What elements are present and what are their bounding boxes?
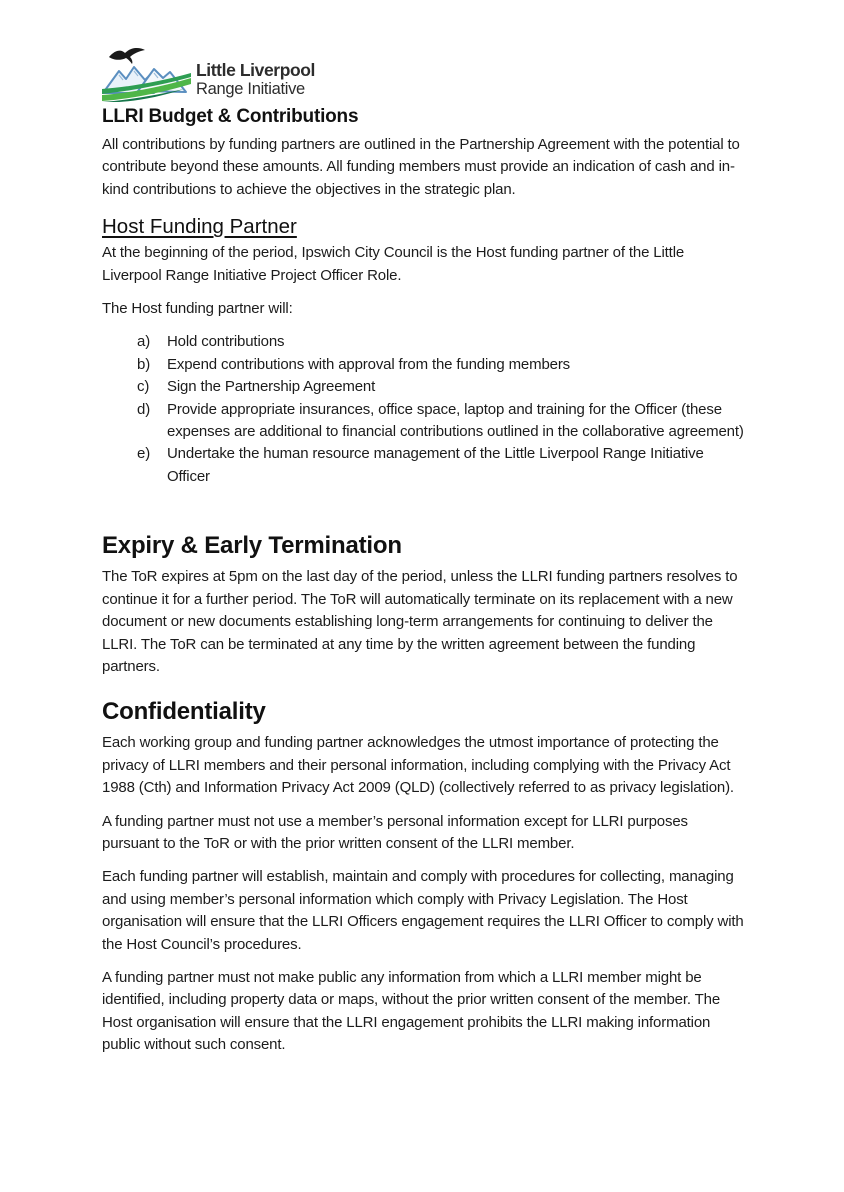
list-item xyxy=(137,376,747,398)
list-item xyxy=(137,331,747,353)
heading-host-funding-partner: Host Funding Partner xyxy=(102,215,297,239)
confidentiality-paragraph-1: Each working group and funding partner acknowledges the utmost importance of protecting the privacy of LLRI members and their personal information, including complying with the Privacy Act 1988 (Cth) and Information Privacy Act 2009 (QLD) (collectively referred to as privacy legislation). xyxy=(102,734,734,797)
list-marker: a) xyxy=(137,333,151,351)
logo xyxy=(102,45,745,102)
logo-title-line2: Range Initiative xyxy=(196,79,305,98)
list-marker: d) xyxy=(137,400,151,418)
confidentiality-paragraph-2: A funding partner must not use a member’s personal information except for LLRI purposes pursuant to the ToR or with the prior written consent of the LLRI member. xyxy=(102,812,688,852)
heading-confidentiality: Confidentiality xyxy=(102,698,266,726)
budget-paragraph: All contributions by funding partners are outlined in the Partnership Agreement with the potential to contribute beyond these amounts. All funding members must provide an indication of cash and in-kind contributions to achieve the objectives in the strategic plan. xyxy=(102,136,740,198)
heading-llri-budget-contributions: LLRI Budget & Contributions xyxy=(102,106,359,127)
host-paragraph-1: At the beginning of the period, Ipswich City Council is the Host funding partner of the Little Liverpool Range Initiative Project Officer Role. xyxy=(102,244,685,284)
list-marker: c) xyxy=(137,378,150,396)
heading-expiry-early-termination: Expiry & Early Termination xyxy=(102,532,402,560)
host-duties-list xyxy=(137,331,747,488)
bird-icon xyxy=(109,48,145,64)
list-item xyxy=(137,443,747,488)
list-item-text: Undertake the human resource management of the Little Liverpool Range Initiative Officer xyxy=(167,445,704,485)
list-marker: b) xyxy=(137,355,151,373)
confidentiality-paragraph-4: A funding partner must not make public any information from which a LLRI member might be identified, including property data or maps, without the prior written consent of the member. The Host organisation will ensure that the LLRI engagement prohibits the LLRI making information public without such consent. xyxy=(102,968,721,1054)
logo-text xyxy=(196,50,315,97)
list-item xyxy=(137,399,747,444)
expiry-paragraph: The ToR expires at 5pm on the last day of the period, unless the LLRI funding partners resolves to continue it for a further period. The ToR will automatically terminate on its replacement with a new document or new documents establishing long-term arrangements for continuing to deliver the LLRI. The ToR can be terminated at any time by the written agreement between the funding partners. xyxy=(102,568,738,675)
list-item xyxy=(137,354,747,376)
list-item-text: Provide appropriate insurances, office space, laptop and training for the Officer (these expenses are additional to financial contributions outlined in the collaborative agreement) xyxy=(167,400,744,441)
list-item-text: Expend contributions with approval from the funding members xyxy=(167,355,571,373)
llri-logo-icon xyxy=(102,45,192,102)
document-content xyxy=(102,106,747,1057)
logo-title-line1: Little Liverpool xyxy=(196,60,316,80)
confidentiality-paragraph-3: Each funding partner will establish, maintain and comply with procedures for collecting, managing and using member’s personal information which comply with Privacy Legislation. The Host organisation will ensure that the LLRI Officers engagement requires the LLRI Officer to comply with the Host Council’s procedures. xyxy=(102,868,744,953)
host-paragraph-2: The Host funding partner will: xyxy=(102,300,293,318)
list-item-text: Hold contributions xyxy=(167,333,285,351)
list-marker: e) xyxy=(137,445,151,463)
list-item-text: Sign the Partnership Agreement xyxy=(167,378,376,396)
